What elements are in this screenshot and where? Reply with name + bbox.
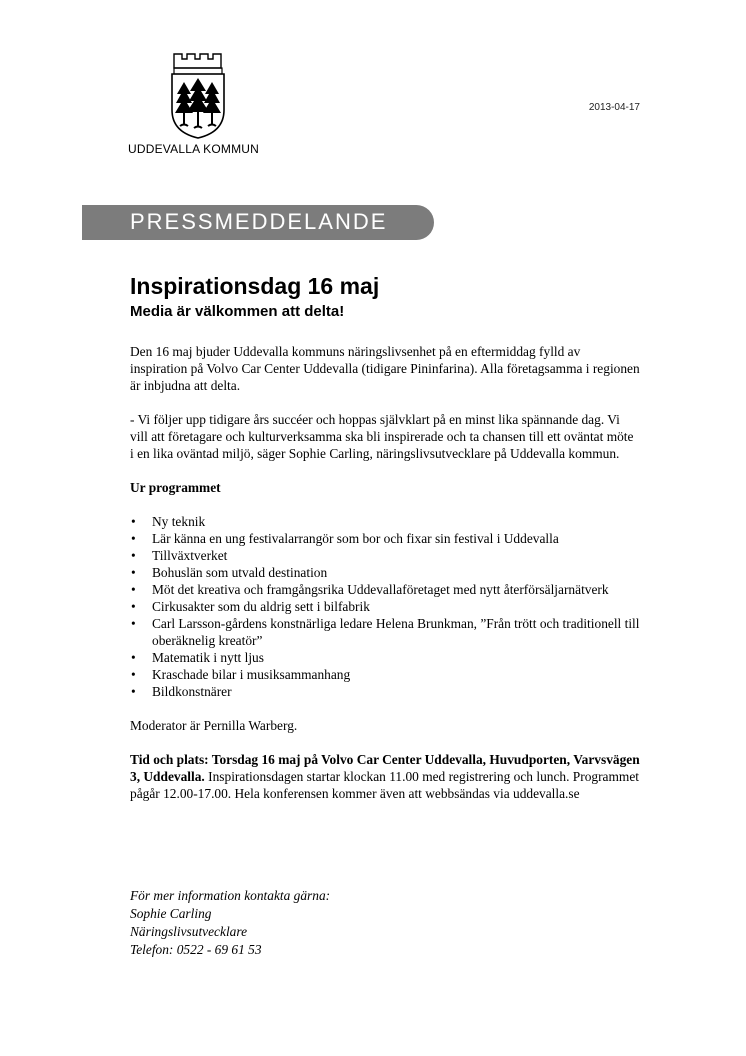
org-name: UDDEVALLA KOMMUN [128, 142, 260, 156]
time-place-paragraph [130, 751, 640, 802]
intro-paragraph: Den 16 maj bjuder Uddevalla kommuns näringslivsenhet på en eftermiddag fylld av inspiration på Volvo Car Center Uddevalla (tidigare Pininfarina). Alla företagsamma i regionen är inbjudna att delta. [130, 344, 640, 393]
list-item: • Ny teknik [152, 513, 640, 530]
list-item: • Lär känna en ung festivalarrangör som bor och fixar sin festival i Uddevalla [152, 530, 640, 547]
list-item: • Kraschade bilar i musiksammanhang [152, 666, 640, 683]
contact-intro: För mer information kontakta gärna: [130, 888, 331, 903]
list-item: • Matematik i nytt ljus [152, 649, 640, 666]
list-item: • Bildkonstnärer [152, 683, 640, 700]
contact-block [130, 887, 330, 959]
moderator-paragraph: Moderator är Pernilla Warberg. [130, 718, 298, 733]
contact-role: Näringslivsutvecklare [130, 924, 248, 939]
program-list [130, 513, 640, 700]
quote-paragraph: - Vi följer upp tidigare års succéer och hoppas självklart på en minst lika spännande dag. Vi vill att företagare och kulturverksamma ska bli inspirerade och ta chansen till ett oväntat möte i en lika oväntad miljö, säger Sophie Carling, näringslivsutvecklare på Uddevalla kommun. [130, 412, 634, 461]
press-date: 2013-04-17 [588, 102, 640, 113]
press-release-banner [82, 205, 434, 240]
list-item: • Cirkusakter som du aldrig sett i bilfabrik [152, 598, 640, 615]
list-item: • Möt det kreativa och framgångsrika Uddevallaföretaget med nytt återförsäljarnätverk [152, 581, 640, 598]
article-body [130, 343, 640, 819]
contact-name: Sophie Carling [130, 906, 212, 921]
banner-label: PRESSMEDDELANDE [130, 209, 388, 234]
list-item: • Carl Larsson-gårdens konstnärliga ledare Helena Brunkman, ”Från trött och traditionell till oberäknelig kreatör” [152, 615, 640, 649]
contact-phone: Telefon: 0522 - 69 61 53 [130, 942, 262, 957]
program-heading: Ur programmet [130, 480, 221, 495]
article-title: Inspirationsdag 16 maj [130, 273, 380, 299]
list-item: • Bohuslän som utvald destination [152, 564, 640, 581]
coat-of-arms-icon [168, 50, 228, 140]
list-item: • Tillväxtverket [152, 547, 640, 564]
article-subtitle: Media är välkommen att delta! [130, 303, 345, 320]
time-place-details: Inspirationsdagen startar klockan 11.00 med registrering och lunch. Programmet pågår 12.00-17.00. Hela konferensen kommer även att webbsändas via uddevalla.se [130, 769, 639, 801]
time-place-label: Tid och plats: Torsdag 16 maj på Volvo Car Center Uddevalla, Huvudporten, Varvsvägen 3, Uddevalla. [130, 752, 640, 784]
